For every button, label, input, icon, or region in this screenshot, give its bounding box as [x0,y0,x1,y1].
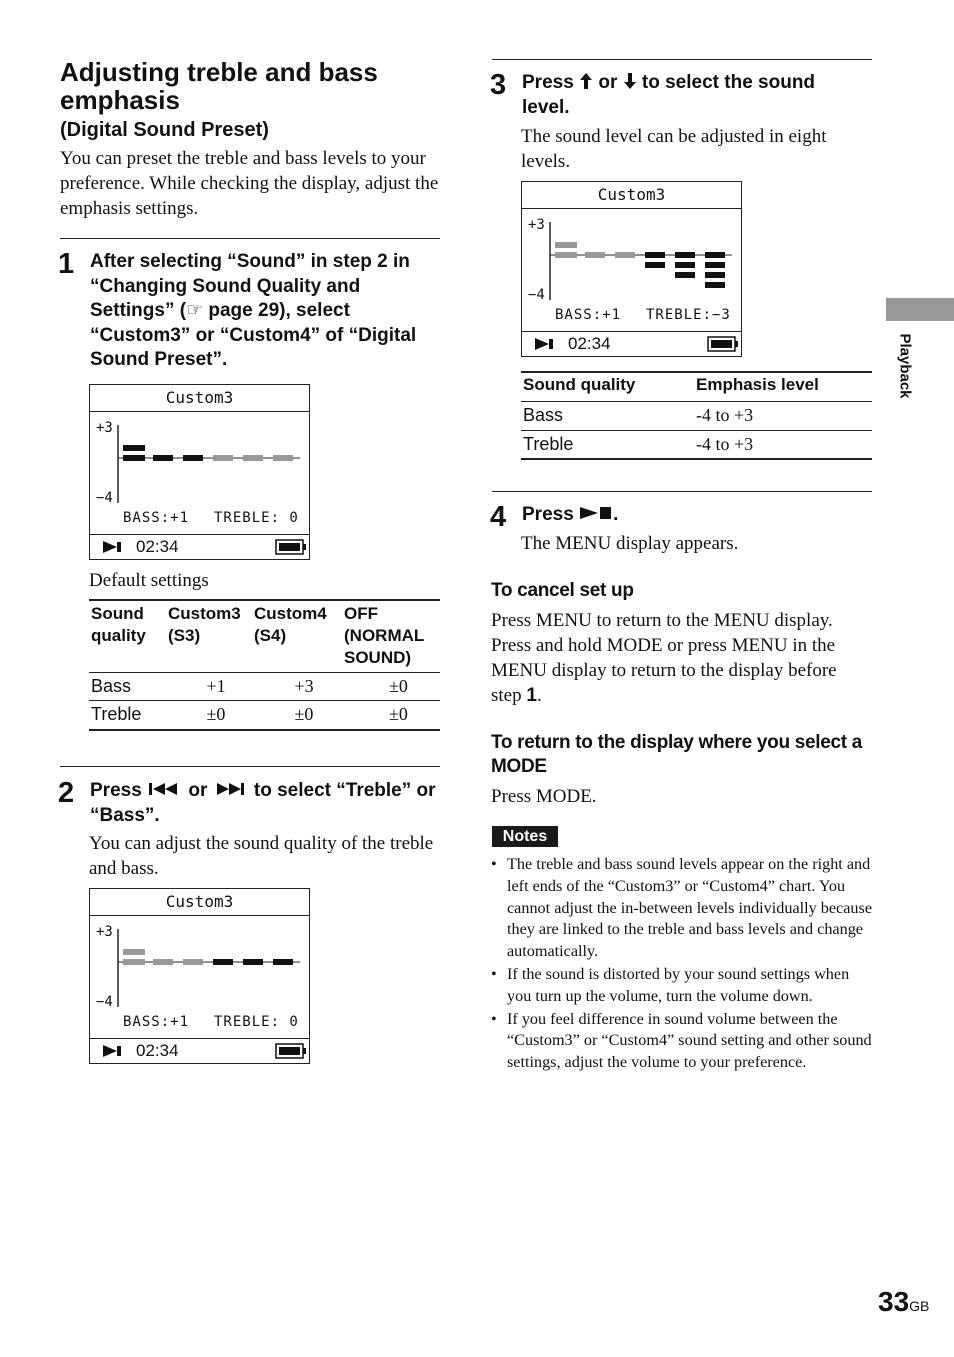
table-cell: ±0 [294,704,314,724]
step-4-description: The MENU display appears. [521,533,739,554]
y-axis-bottom: −4 [96,490,113,506]
step-1-text-a: After selecting “Sound” in step 2 in “Changing Sound Quality and Settings” [90,251,410,321]
step-3-text-c: to select the sound level. [522,72,816,118]
y-axis-top: +3 [96,924,113,940]
play-time: 02:34 [136,1041,179,1060]
lcd-title: Custom3 [90,889,309,916]
page-ref-icon: ☞ [186,300,204,321]
page-number-value: 33 [878,1286,910,1317]
page-number-suffix: GB [909,1298,930,1314]
table-cell: ±0 [389,704,408,724]
note-text: If the sound is distorted by your sound settings when you turn up the volume, turn the volume down. [507,964,850,1005]
table-row [521,403,872,427]
y-axis-bottom: −4 [96,994,113,1010]
step-2-number: 2 [58,777,75,809]
up-arrow-icon [579,72,593,90]
battery-icon [274,1039,308,1063]
table-rule [89,672,440,673]
lcd-status-bar [522,331,741,356]
note-item: • If you feel difference in sound volume between the “Custom3” or “Custom4” sound setting and other sound settings, adjust the volume to your preference. [491,1009,872,1072]
mode-return-heading: To return to the display where you select a MODE [491,732,863,777]
step-2-description: You can adjust the sound quality of the treble and bass. [89,833,434,879]
step-4-text-a: Press [522,504,574,525]
table-top-rule [89,599,440,601]
table-cell: Bass [523,405,564,425]
table-rule [521,401,872,402]
lcd-title: Custom3 [90,385,309,412]
bass-readout: BASS:+1 [555,307,622,323]
table-header-cell: Emphasis level [696,375,819,394]
cancel-text: Press MENU to return to the MENU display. Press and hold MODE or press MENU in the MENU display to return to the display before step [491,610,837,706]
play-time: 02:34 [136,537,179,556]
y-axis-top: +3 [96,420,113,436]
play-icon [100,1039,130,1063]
previous-track-icon [147,781,183,797]
table-cell: ±0 [389,676,408,696]
default-settings-table [89,603,440,669]
step-4-instruction: Press . [522,504,619,525]
cancel-heading: To cancel set up [491,580,634,601]
step-3-text-a: Press [522,72,574,93]
table-cell: Treble [91,704,142,724]
step-2-text-c: to select “Treble” or “Bass”. [90,780,436,826]
emphasis-table-body [521,403,872,427]
step-3-number: 3 [490,69,507,101]
table-cell: Treble [523,434,574,454]
table-cell: +3 [294,676,314,696]
battery-icon [706,332,740,356]
step-3-description: The sound level can be adjusted in eight levels. [521,126,827,172]
play-icon [100,535,130,559]
default-settings-table-body-2 [89,702,440,726]
step-4-number: 4 [490,501,507,533]
page-number [878,1286,929,1318]
play-stop-icon [579,505,613,521]
notes-badge: Notes [492,826,558,847]
page-title: Adjusting treble and bass emphasis [60,57,378,115]
lcd-screen-treble-bass [89,888,310,1064]
y-axis-bottom: −4 [528,287,545,303]
table-row [89,674,440,702]
table-rule [89,700,440,701]
table-header-row [89,603,440,669]
table-cell: ±0 [206,704,226,724]
divider [60,238,440,239]
table-rule [521,430,872,431]
table-top-rule [521,371,872,373]
section-label: Playback [896,333,914,399]
step-2-text-a: Press [90,780,142,801]
table-header-cell: Custom3 (S3) [168,604,241,645]
note-item: • The treble and bass sound levels appear on the right and left ends of the “Custom3” or “Custom4” chart. You cannot adjust the in-between levels individually because they are linked to the treble and bass levels and change automatically. [491,855,873,961]
lcd-status-bar [90,1038,309,1063]
lcd-screen-level [521,181,742,357]
lcd-status-bar [90,534,309,559]
cancel-paragraph [491,608,871,708]
step-1-instruction: After selecting “Sound” in step 2 in “Changing Sound Quality and Settings” (☞ page 29), select “Custom3” or “Custom4” of “Digital Sound Preset”. [90,251,417,370]
y-axis-top: +3 [528,217,545,233]
treble-readout: TREBLE:−3 [646,307,731,323]
table-header-cell: Sound quality [91,604,146,645]
note-text: If you feel difference in sound volume between the “Custom3” or “Custom4” sound setting and other sound settings, adjust the volume to your preference. [507,1009,872,1072]
section-tab-marker [886,298,954,321]
step-3-text-b: or [598,72,618,93]
step-3-instruction [522,71,862,120]
table-header-cell: Custom4 (S4) [254,604,327,645]
lcd-title: Custom3 [522,182,741,209]
step-reference: 1 [526,685,537,706]
table-header-cell: Sound quality [523,375,636,394]
divider [492,491,872,492]
play-icon [532,332,562,356]
note-item: • If the sound is distorted by your sound settings when you turn up the volume, turn the volume down. [491,964,850,1005]
table-cell: -4 to +3 [696,434,754,454]
emphasis-table-header [521,374,872,396]
note-text: The treble and bass sound levels appear on the right and left ends of the “Custom3” or “Custom4” chart. You cannot adjust the in-between levels individually because they are linked to the treble and bass levels and change automatically. [507,855,873,961]
lcd-screen-default [89,384,310,560]
battery-icon [274,535,308,559]
bass-readout: BASS:+1 [123,510,190,526]
page-subtitle: (Digital Sound Preset) [60,119,269,141]
treble-readout: TREBLE: 0 [214,1014,299,1030]
step-2-text-b: or [188,780,208,801]
table-row [521,432,872,456]
cancel-text-end: . [536,685,542,706]
table-bottom-rule [521,458,872,460]
step-1-number: 1 [58,248,75,280]
intro-paragraph: You can preset the treble and bass levels to your preference. While checking the display, adjust the emphasis settings. [60,148,439,219]
table-header-cell: OFF (NORMAL SOUND) [344,604,424,667]
emphasis-table-body-2 [521,432,872,456]
step-2-instruction [90,779,440,828]
notes-list [491,854,875,1075]
step-1-text-b: page 29), select “Custom3” or “Custom4” of “Digital Sound Preset”. [90,300,417,370]
table-bottom-rule [89,729,440,731]
divider [60,766,440,767]
play-time: 02:34 [568,334,611,353]
table-row [89,702,440,726]
down-arrow-icon [623,72,637,90]
divider [492,59,872,60]
default-settings-caption: Default settings [89,570,209,591]
table-cell: +1 [206,676,226,696]
table-header-row [521,374,872,396]
mode-return-text: Press MODE. [491,786,597,807]
table-cell: Bass [91,676,132,696]
table-cell: -4 to +3 [696,405,754,425]
bass-readout: BASS:+1 [123,1014,190,1030]
next-track-icon [213,781,249,797]
default-settings-table-body [89,674,440,702]
treble-readout: TREBLE: 0 [214,510,299,526]
